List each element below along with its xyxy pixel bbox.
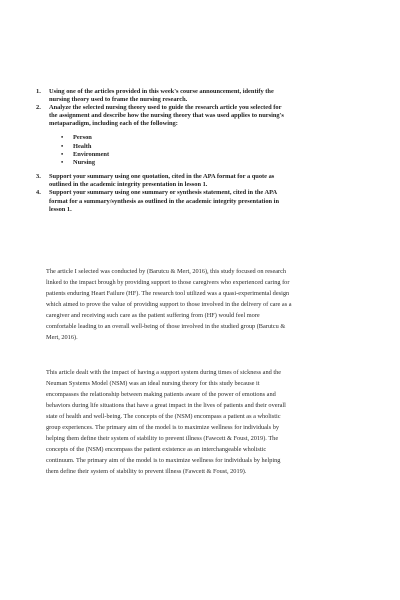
instruction-line: outlined in the academic integrity presentation in lesson 1.	[49, 181, 208, 189]
metaparadigm-label: Person	[73, 134, 92, 142]
paragraph-line: linked to the impact brough by providing support to those caregivers who experienced caring for	[46, 279, 290, 286]
bullet-icon: •	[61, 142, 64, 150]
paragraph-line: comfortable leading to an overall well-being of those involved in the studied group (Barutcu &	[46, 323, 286, 330]
instruction-line: Support your summary using one quotation, cited in the APA format for a quote as	[49, 173, 275, 181]
instruction-line: the assignment and describe how the nursing theory that was used applies to nursing's	[49, 112, 284, 120]
paragraph-line: continuum. The primary aim of the model is to maximize wellness for individuals by helping	[46, 457, 281, 464]
paragraph-line: Mert, 2016).	[46, 334, 78, 341]
paragraph-line: This article dealt with the impact of having a support system during times of sickness and the	[46, 369, 282, 376]
assignment-instructions	[36, 88, 358, 214]
instruction-item	[36, 173, 358, 189]
instruction-number: 3.	[36, 173, 41, 181]
instruction-item	[36, 189, 358, 213]
paragraph-line: which aimed to prove the value of providing support to those involved in the delivery of care as a	[46, 301, 292, 308]
instruction-line: Analyze the selected nursing theory used to guide the research article you selected for	[49, 104, 282, 112]
paragraph-line: concepts of the (NSM) encompass the patient existence as an interchangeable wholistic	[46, 446, 267, 453]
instruction-number: 2.	[36, 104, 41, 112]
metaparadigm-item	[49, 151, 358, 159]
instruction-line: metaparadigm, including each of the following:	[49, 120, 178, 128]
bullet-icon: •	[61, 134, 64, 142]
paragraph-line: helping them define their system of stability to prevent illness (Fawcett & Foust, 2019). The	[46, 435, 279, 442]
metaparadigm-item	[49, 143, 358, 151]
metaparadigm-label: Environment	[73, 150, 110, 158]
body-paragraph	[46, 367, 358, 477]
metaparadigm-item	[49, 159, 358, 167]
paragraph-line: The article I selected was conducted by (Barutcu & Mert, 2016), this study focused on research	[46, 268, 287, 275]
instruction-line: format for a summary/synthesis as outlined in the academic integrity presentation in	[49, 197, 279, 205]
metaparadigm-list	[49, 134, 358, 167]
paragraph-line: caregiver and receiving such care as the patient suffering from (HF) would feel more	[46, 312, 260, 319]
instruction-number: 1.	[36, 88, 41, 95]
paragraph-line: behaviors during life situations that have a great impact in the lives of patients and their overall	[46, 402, 286, 409]
paragraph-line: encompasses the relationship between making patients aware of the power of emotions and	[46, 391, 276, 398]
instruction-number: 4.	[36, 189, 41, 197]
bullet-icon: •	[61, 150, 64, 158]
paragraph-line: Neuman Systems Model (NSM) was an ideal nursing theory for this study because it	[46, 380, 260, 387]
metaparadigm-label: Nursing	[73, 159, 96, 167]
paragraph-line: group experiences. The primary aim of the model is to maximize wellness for individuals by	[46, 424, 279, 431]
instruction-line: lesson 1.	[49, 205, 72, 213]
body-paragraph	[46, 266, 358, 343]
instruction-line: Using one of the articles provided in this week's course announcement, identify the	[49, 88, 274, 95]
paragraph-line: patients enduring Heart Failure (HF). The research tool utilized was a quasi-experimental design	[46, 290, 290, 297]
instruction-item	[36, 104, 358, 167]
bullet-icon: •	[61, 159, 64, 167]
metaparadigm-item	[49, 134, 358, 142]
instruction-item	[36, 88, 358, 104]
metaparadigm-label: Health	[73, 142, 92, 150]
instruction-line: Support your summary using one summary or synthesis statement, cited in the APA	[49, 189, 278, 197]
instruction-line: nursing theory used to frame the nursing research.	[49, 96, 188, 104]
paragraph-line: them define their system of stability to prevent illness (Fawcett & Foust, 2019).	[46, 468, 247, 475]
paragraph-line: state of health and well-being. The concepts of the (NSM) encompass a patient as a wholistic	[46, 413, 281, 420]
